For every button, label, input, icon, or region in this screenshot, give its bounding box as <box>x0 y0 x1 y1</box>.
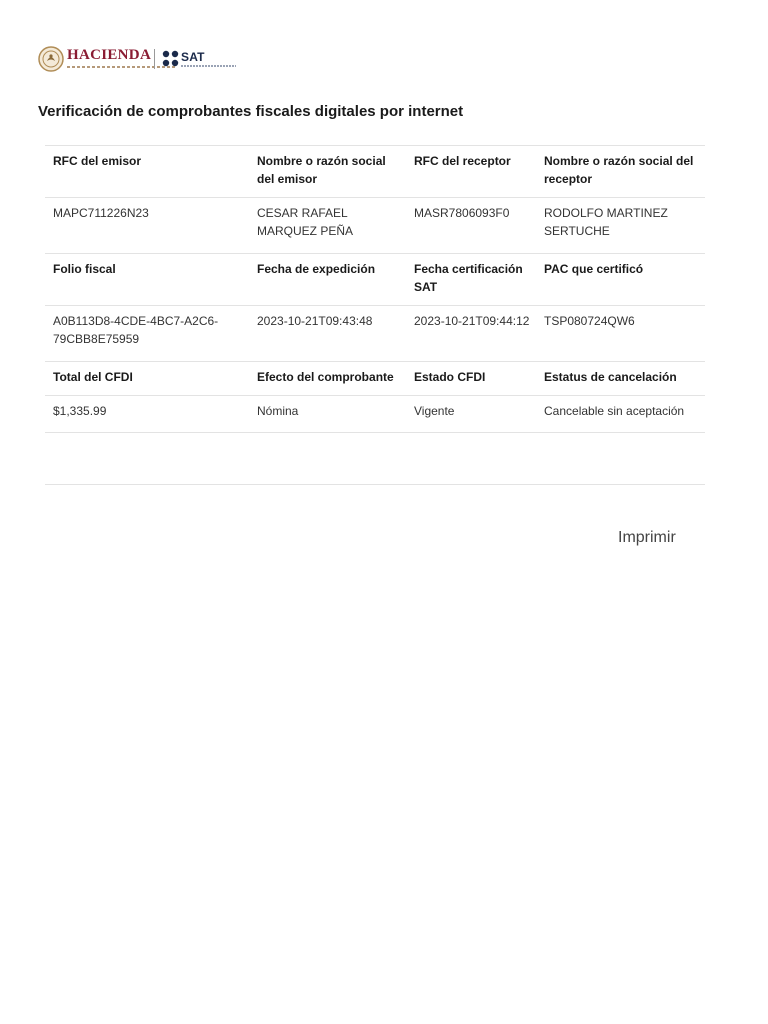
verification-table <box>45 145 705 433</box>
table-header-row <box>45 361 705 395</box>
value-fecha-expedicion: 2023-10-21T09:43:48 <box>257 314 373 328</box>
table-row <box>45 197 705 253</box>
hacienda-subtitle-line <box>67 66 177 68</box>
page-title: Verificación de comprobantes fiscales digitales por internet <box>38 103 464 120</box>
value-total-cfdi: $1,335.99 <box>53 404 107 418</box>
header-folio-fiscal: Folio fiscal <box>53 262 116 276</box>
table-row <box>45 305 705 361</box>
table-row <box>45 395 705 433</box>
sat-subtitle-line <box>181 65 236 67</box>
header-nombre-receptor: Nombre o razón social del receptor <box>544 154 694 186</box>
sat-logo-icon <box>162 50 179 67</box>
header-total-cfdi: Total del CFDI <box>53 370 133 384</box>
header-fecha-expedicion: Fecha de expedición <box>257 262 376 276</box>
header-estatus-cancelacion: Estatus de cancelación <box>544 370 677 384</box>
value-pac: TSP080724QW6 <box>544 314 635 328</box>
hacienda-logo-text: HACIENDA <box>67 47 152 63</box>
value-rfc-emisor: MAPC711226N23 <box>53 206 149 220</box>
value-efecto-comprobante: Nómina <box>257 404 299 418</box>
section-divider <box>45 484 705 485</box>
print-button[interactable]: Imprimir <box>612 527 682 549</box>
header-efecto-comprobante: Efecto del comprobante <box>257 370 394 384</box>
value-estado-cfdi: Vigente <box>414 404 455 418</box>
header-nombre-emisor: Nombre o razón social del emisor <box>257 154 386 186</box>
header-rfc-receptor: RFC del receptor <box>414 154 511 168</box>
value-folio-fiscal: A0B113D8-4CDE-4BC7-A2C6-79CBB8E75959 <box>53 314 219 346</box>
value-nombre-receptor: RODOLFO MARTINEZ SERTUCHE <box>544 206 668 238</box>
value-estatus-cancelacion: Cancelable sin aceptación <box>544 404 685 418</box>
table-header-row <box>45 145 705 197</box>
value-rfc-receptor: MASR7806093F0 <box>414 206 510 220</box>
header-pac: PAC que certificó <box>544 262 644 276</box>
table-header-row <box>45 253 705 305</box>
header-logos <box>38 44 258 78</box>
logo-divider <box>154 49 155 69</box>
value-nombre-emisor: CESAR RAFAEL MARQUEZ PEÑA <box>257 206 354 238</box>
value-fecha-certificacion: 2023-10-21T09:44:12 <box>414 314 530 328</box>
mexico-seal-icon <box>38 46 64 72</box>
header-estado-cfdi: Estado CFDI <box>414 370 486 384</box>
header-fecha-certificacion: Fecha certificación SAT <box>414 262 523 294</box>
sat-logo-text: SAT <box>181 50 205 64</box>
header-rfc-emisor: RFC del emisor <box>53 154 142 168</box>
